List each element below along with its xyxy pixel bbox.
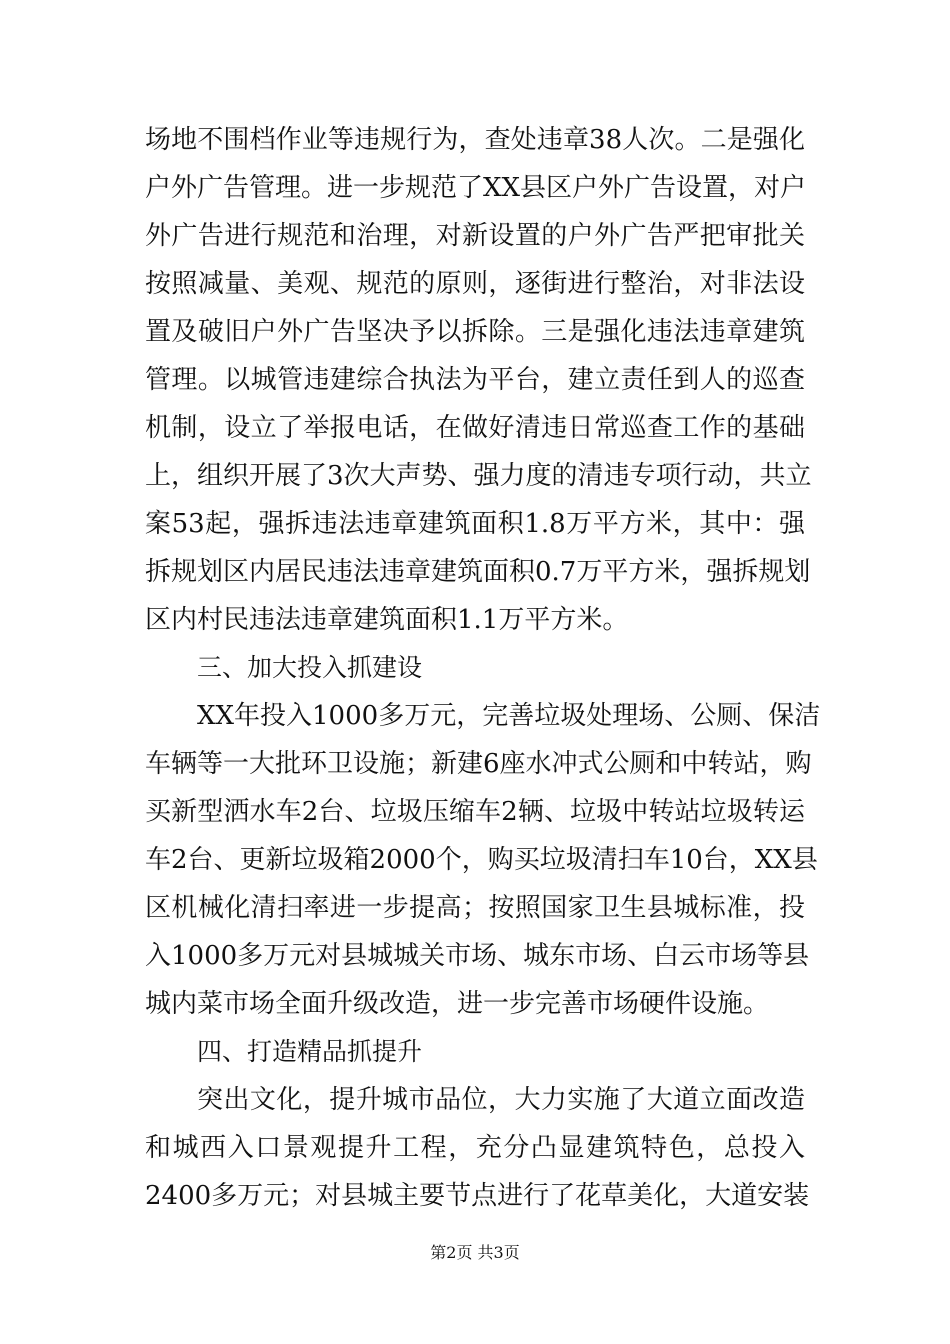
body-line: 置及破旧户外广告坚决予以拆除。三是强化违法违章建筑 [145, 317, 805, 347]
body-line: 区内村民违法违章建筑面积1.1万平方米。 [145, 605, 629, 635]
page-footer: 第2页 共3页 [430, 1243, 520, 1262]
section-heading: 四、打造精品抓提升 [197, 1037, 423, 1066]
body-line: 场地不围档作业等违规行为，查处违章38人次。二是强化 [145, 125, 805, 155]
body-line: 上，组织开展了3次大声势、强力度的清违专项行动，共立 [145, 461, 812, 491]
body-line: 买新型洒水车2台、垃圾压缩车2辆、垃圾中转站垃圾转运 [145, 797, 805, 827]
body-line: 案53起，强拆违法违章建筑面积1.8万平方米，其中：强 [145, 509, 805, 539]
body-line: 机制，设立了举报电话，在做好清违日常巡查工作的基础 [145, 413, 805, 443]
body-line: 突出文化，提升城市品位，大力实施了大道立面改造 [197, 1085, 805, 1115]
body-line: 户外广告管理。进一步规范了XX县区户外广告设置，对户 [145, 173, 807, 203]
body-line: 区机械化清扫率进一步提高；按照国家卫生县城标准，投 [145, 893, 805, 923]
body-line: 外广告进行规范和治理，对新设置的户外广告严把审批关 [145, 221, 805, 251]
body-line: 拆规划区内居民违法违章建筑面积0.7万平方米，强拆规划 [145, 557, 811, 587]
body-line: 车辆等一大批环卫设施；新建6座水冲式公厕和中转站，购 [145, 749, 812, 779]
body-line: 按照减量、美观、规范的原则，逐街进行整治，对非法设 [145, 269, 805, 299]
body-line: 车2台、更新垃圾箱2000个，购买垃圾清扫车10台，XX县 [145, 845, 818, 875]
body-line: 和城西入口景观提升工程，充分凸显建筑特色，总投入 [145, 1133, 805, 1163]
section-heading: 三、加大投入抓建设 [197, 653, 423, 682]
body-line: 城内菜市场全面升级改造，进一步完善市场硬件设施。 [145, 989, 770, 1019]
body-line: 2400多万元；对县城主要节点进行了花草美化，大道安装 [145, 1181, 810, 1211]
body-line: 管理。以城管违建综合执法为平台，建立责任到人的巡查 [145, 365, 805, 395]
body-line: XX年投入1000多万元，完善垃圾处理场、公厕、保洁 [197, 701, 821, 731]
body-line: 入1000多万元对县城城关市场、城东市场、白云市场等县 [145, 941, 810, 971]
